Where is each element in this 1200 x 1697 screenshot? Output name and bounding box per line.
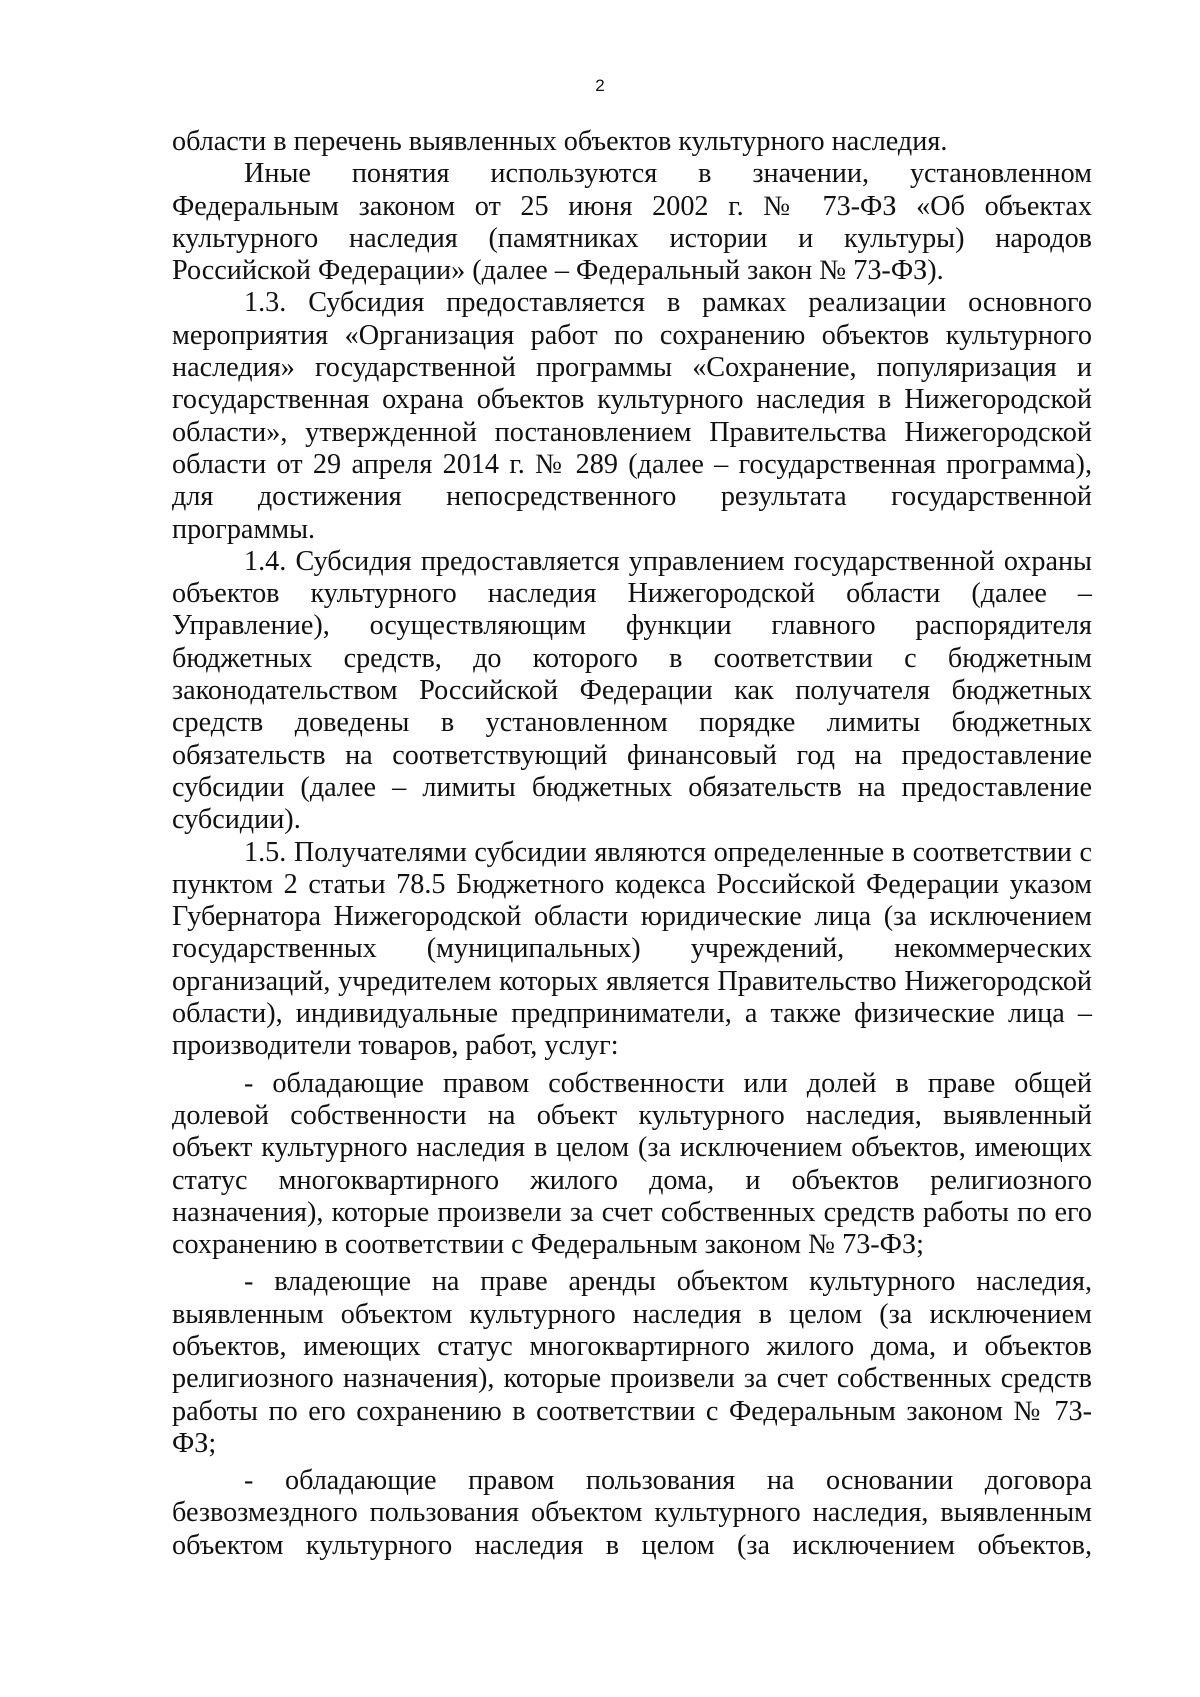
paragraph-definitions: Иные понятия используются в значении, установленном Федеральным законом от 25 июня 2002 г. № 73-ФЗ «Об объектах культурного наследия (памятниках истории и культуры) народов Российской Федерации» (далее – Федеральный закон № 73-ФЗ). xyxy=(172,158,1092,287)
paragraph-1-5: 1.5. Получателями субсидии являются определенные в соответствии с пунктом 2 статьи 78.5 Бюджетного кодекса Российской Федерации указом Губернатора Нижегородской области юридические лица (за исключением государственных (муниципальных) учреждений, некоммерческих организаций, учредителем которых является Правительство Нижегородской области), индивидуальные предприниматели, а также физические лица – производители товаров, работ, услуг: xyxy=(172,836,1092,1062)
paragraph-continuation: области в перечень выявленных объектов культурного наследия. xyxy=(172,126,948,157)
list-item-ownership: - обладающие правом собственности или долей в праве общей долевой собственности на объект культурного наследия, выявленный объект культурного наследия в целом (за исключением объектов, имеющих статус многоквартирного жилого дома, и объектов религиозного назначения), которые произвели за счет собственных средств работы по его сохранению в соответствии с Федеральным законом № 73-ФЗ; xyxy=(172,1067,1092,1261)
list-item-lease: - владеющие на праве аренды объектом культурного наследия, выявленным объектом культурного наследия в целом (за исключением объектов, имеющих статус многоквартирного жилого дома, и объектов религиозного назначения), которые произвели за счет собственных средств работы по его сохранению в соответствии с Федеральным законом № 73-ФЗ; xyxy=(172,1266,1092,1459)
page-number: 2 xyxy=(595,76,605,95)
list-item-free-use: - обладающие правом пользования на основании договора безвозмездного пользования объектом культурного наследия, выявленным объектом культурного наследия в целом (за исключением объектов, xyxy=(172,1465,1092,1561)
document-body xyxy=(172,126,1092,1562)
paragraph-1-3: 1.3. Субсидия предоставляется в рамках реализации основного мероприятия «Организация работ по сохранению объектов культурного наследия» государственной программы «Сохранение, популяризация и государственная охрана объектов культурного наследия в Нижегородской области», утвержденной постановлением Правительства Нижегородской области от 29 апреля 2014 г. № 289 (далее – государственная программа), для достижения непосредственного результата государственной программы. xyxy=(172,287,1092,545)
paragraph-1-4: 1.4. Субсидия предоставляется управлением государственной охраны объектов культурного наследия Нижегородской области (далее – Управление), осуществляющим функции главного распорядителя бюджетных средств, до которого в соответствии с бюджетным законодательством Российской Федерации как получателя бюджетных средств доведены в установленном порядке лимиты бюджетных обязательств на соответствующий финансовый год на предоставление субсидии (далее – лимиты бюджетных обязательств на предоставление субсидии). xyxy=(172,545,1092,836)
